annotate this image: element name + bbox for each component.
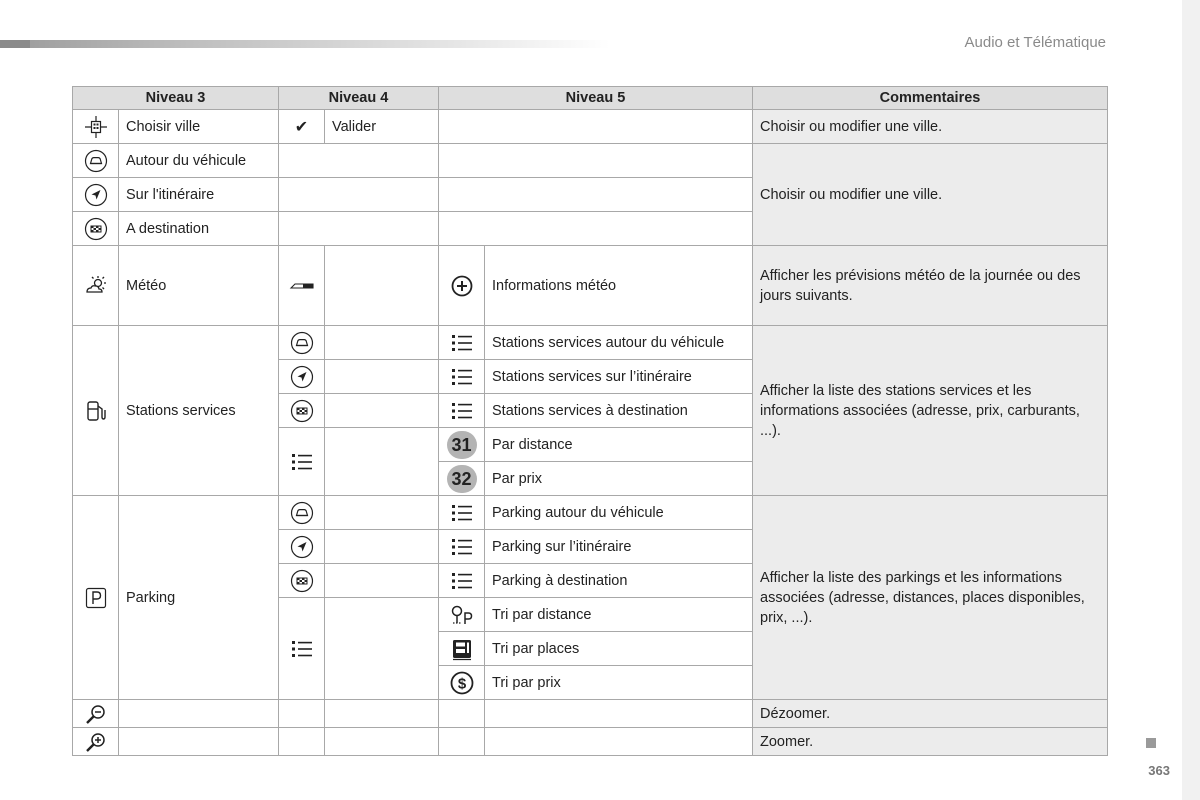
car-front-icon: [289, 330, 315, 356]
list-icon: [289, 636, 315, 662]
checkered-flag-icon: [289, 568, 315, 594]
comment-ville-selection: Choisir ou modifier une ville.: [753, 144, 1108, 246]
comment-zoomer: Zoomer.: [753, 728, 1108, 756]
badge-31: 31: [447, 431, 477, 459]
label-parking-itineraire: Parking sur l’itinéraire: [485, 530, 753, 564]
distance-parking-icon: [449, 602, 475, 628]
table-row: [73, 110, 1108, 144]
table-row: [73, 144, 1108, 178]
row-label-choisir-ville: Choisir ville: [119, 110, 279, 144]
table-row: [73, 326, 1108, 360]
parking-icon: [83, 585, 109, 611]
row-label-autour-vehicule: Autour du véhicule: [119, 144, 279, 178]
check-icon: ✔: [294, 118, 309, 136]
checkered-flag-icon: [83, 216, 109, 242]
label-informations-meteo: Informations météo: [485, 246, 753, 326]
page-number: 363: [1148, 763, 1170, 778]
comment-dezoomer: Dézoomer.: [753, 700, 1108, 728]
row-label-stations-services: Stations services: [119, 326, 279, 496]
plus-circle-icon: [449, 273, 475, 299]
col-header-niveau5: Niveau 5: [439, 87, 753, 110]
row-label-parking: Parking: [119, 496, 279, 700]
table-row: [73, 728, 1108, 756]
comment-choisir-ville: Choisir ou modifier une ville.: [753, 110, 1108, 144]
navigation-menu-table: [72, 86, 1108, 756]
col-header-niveau4: Niveau 4: [279, 87, 439, 110]
table-row: [73, 700, 1108, 728]
label-par-prix: Par prix: [485, 462, 753, 496]
header-bar-accent: [0, 40, 30, 48]
checkered-flag-icon: [289, 398, 315, 424]
navigation-arrow-icon: [289, 534, 315, 560]
list-icon: [449, 364, 475, 390]
fuel-pump-icon: [83, 398, 109, 424]
dollar-circle-icon: [449, 670, 475, 696]
list-icon: [449, 568, 475, 594]
header-decorative-bar: [0, 40, 610, 48]
label-par-distance: Par distance: [485, 428, 753, 462]
comment-stations-services: Afficher la liste des stations services et les informations associées (adresse, prix, carburants, ...).: [753, 326, 1108, 496]
list-icon: [449, 330, 475, 356]
section-title: Audio et Télématique: [964, 34, 1106, 51]
label-parking-autour: Parking autour du véhicule: [485, 496, 753, 530]
navigation-arrow-icon: [289, 364, 315, 390]
page-marker: [1146, 738, 1156, 748]
row-label-sur-itineraire: Sur l'itinéraire: [119, 178, 279, 212]
comment-meteo: Afficher les prévisions météo de la journée ou des jours suivants.: [753, 246, 1108, 326]
list-icon: [289, 449, 315, 475]
parking-places-icon: [449, 636, 475, 662]
row-label-meteo: Météo: [119, 246, 279, 326]
label-stations-autour: Stations services autour du véhicule: [485, 326, 753, 360]
label-valider: Valider: [325, 110, 439, 144]
zoom-out-icon: [83, 701, 109, 727]
weather-sun-cloud-icon: [83, 273, 109, 299]
label-tri-distance: Tri par distance: [485, 598, 753, 632]
table-header-row: [73, 87, 1108, 110]
badge-32: 32: [447, 465, 477, 493]
col-header-commentaires: Commentaires: [753, 87, 1108, 110]
col-header-niveau3: Niveau 3: [73, 87, 279, 110]
city-map-icon: [83, 114, 109, 140]
label-parking-destination: Parking à destination: [485, 564, 753, 598]
table-row: [73, 246, 1108, 326]
car-front-icon: [289, 500, 315, 526]
list-icon: [449, 398, 475, 424]
zoom-in-icon: [83, 729, 109, 755]
row-label-a-destination: A destination: [119, 212, 279, 246]
label-stations-itineraire: Stations services sur l’itinéraire: [485, 360, 753, 394]
page-edge: [1182, 0, 1200, 800]
svg-text:$: $: [457, 675, 466, 692]
label-stations-destination: Stations services à destination: [485, 394, 753, 428]
label-tri-places: Tri par places: [485, 632, 753, 666]
slider-icon: [289, 273, 315, 299]
navigation-arrow-icon: [83, 182, 109, 208]
label-tri-prix: Tri par prix: [485, 666, 753, 700]
list-icon: [449, 534, 475, 560]
list-icon: [449, 500, 475, 526]
table-row: [73, 496, 1108, 530]
car-front-icon: [83, 148, 109, 174]
comment-parking: Afficher la liste des parkings et les informations associées (adresse, distances, places disponibles, prix, ...).: [753, 496, 1108, 700]
